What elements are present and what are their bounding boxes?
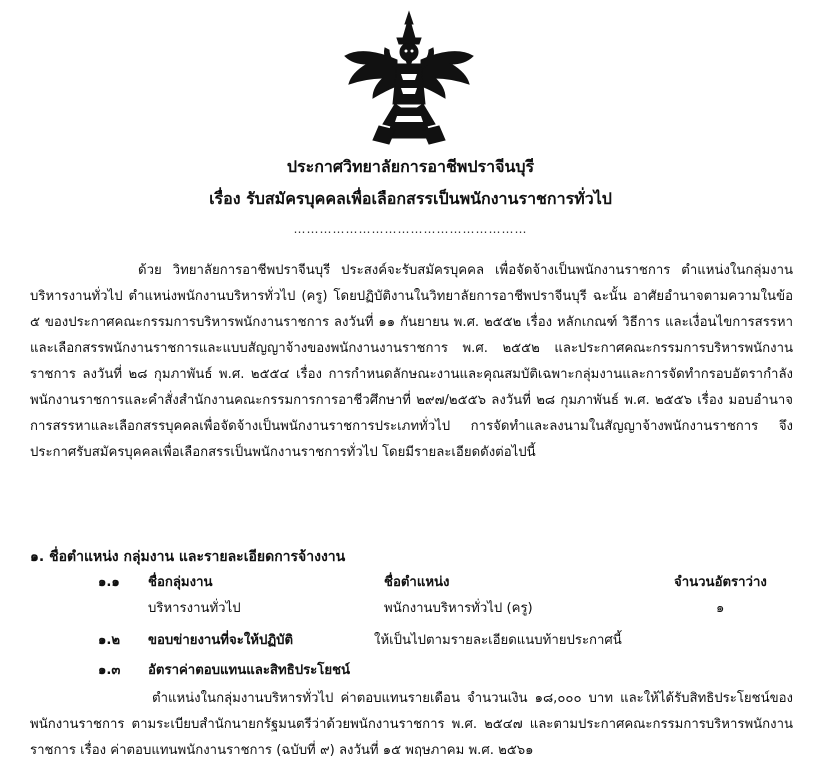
intro-paragraph xyxy=(30,258,793,466)
title-separator: ……………………………………………… xyxy=(293,222,528,236)
s11-group-value: บริหารงานทั่วไป xyxy=(148,601,241,616)
announcement-title: ประกาศวิทยาลัยการอาชีพปราจีนบุรี xyxy=(286,157,535,176)
s11-number: ๑.๑ xyxy=(98,575,120,590)
s11-col-group: ชื่อกลุ่มงาน xyxy=(148,575,213,590)
s11-col-position: ชื่อตำแหน่ง xyxy=(384,575,450,590)
announcement-subject: เรื่อง รับสมัครบุคคลเพื่อเลือกสรรเป็นพนักงานราชการทั่วไป xyxy=(209,189,612,208)
garuda-emblem-icon xyxy=(339,8,479,148)
s13-paragraph xyxy=(30,686,793,764)
s12-text: ให้เป็นไปตามรายละเอียดแนบท้ายประกาศนี้ xyxy=(374,633,622,648)
s11-position-value: พนักงานบริหารทั่วไป (ครู) xyxy=(384,601,533,616)
s11-vacancy-value: ๑ xyxy=(716,601,725,616)
s13-text: ตำแหน่งในกลุ่มงานบริหารทั่วไป ค่าตอบแทนรายเดือน จำนวนเงิน ๑๘,๐๐๐ บาท และให้ได้รับสิทธิประโยชน์ของพนักงานราชการ ตามระเบียบสำนักนายกรัฐมนตรีว่าด้วยพนักงานราชการ พ.ศ. ๒๕๔๗ และตามประกาศคณะกรรมการบริหารพนักงานราชการ เรื่อง ค่าตอบแทนพนักงานราชการ (ฉบับที่ ๙) ลงวันที่ ๑๕ พฤษภาคม พ.ศ. ๒๕๖๑ xyxy=(30,691,793,758)
section-1-heading: ๑. ชื่อตำแหน่ง กลุ่มงาน และรายละเอียดการจ้างงาน xyxy=(30,549,346,565)
s11-col-vacancy: จำนวนอัตราว่าง xyxy=(674,575,767,590)
s13-number: ๑.๓ xyxy=(98,663,121,678)
s12-number: ๑.๒ xyxy=(98,633,121,648)
intro-text: ด้วย วิทยาลัยการอาชีพปราจีนบุรี ประสงค์จะรับสมัครบุคคล เพื่อจัดจ้างเป็นพนักงานราชการ ตำแหน่งในกลุ่มงานบริหารงานทั่วไป ตำแหน่งพนักงานบริหารทั่วไป (ครู) โดยปฏิบัติงานในวิทยาลัยการอาชีพปราจีนบุรี ฉะนั้น อาศัยอำนาจตามความในข้อ ๕ ของประกาศคณะกรรมการบริหารพนักงานราชการ ลงวันที่ ๑๑ กันยายน พ.ศ. ๒๕๕๒ เรื่อง หลักเกณฑ์ วิธีการ และเงื่อนไขการสรรหาและเลือกสรรพนักงานราชการและแบบสัญญาจ้างของพนักงานงานราชการ พ.ศ. ๒๕๕๒ และประกาศคณะกรรมการบริหารพนักงานราชการ ลงวันที่ ๒๘ กุมภาพันธ์ พ.ศ. ๒๕๕๔ เรื่อง การกำหนดลักษณะงานและคุณสมบัติเฉพาะกลุ่มงานและการจัดทำกรอบอัตรากำลังพนักงานราชการและคำสั่งสำนักงานคณะกรรมการการอาชีวศึกษาที่ ๒๙๗/๒๕๕๖ ลงวันที่ ๒๘ กุมภาพันธ์ พ.ศ. ๒๕๕๖ เรื่อง มอบอำนาจการสรรหาและเลือกสรรบุคคลเพื่อจัดจ้างเป็นพนักงานราชการประเภททั่วไป การจัดทำและลงนามในสัญญาจ้างพนักงานราชการ จึงประกาศรับสมัครบุคคลเพื่อเลือกสรรเป็นพนักงานราชการทั่วไป โดยมีรายละเอียดดังต่อไปนี้ xyxy=(30,263,793,460)
s12-label: ขอบข่ายงานที่จะให้ปฏิบัติ xyxy=(148,633,294,648)
s13-label: อัตราค่าตอบแทนและสิทธิประโยชน์ xyxy=(148,663,351,678)
